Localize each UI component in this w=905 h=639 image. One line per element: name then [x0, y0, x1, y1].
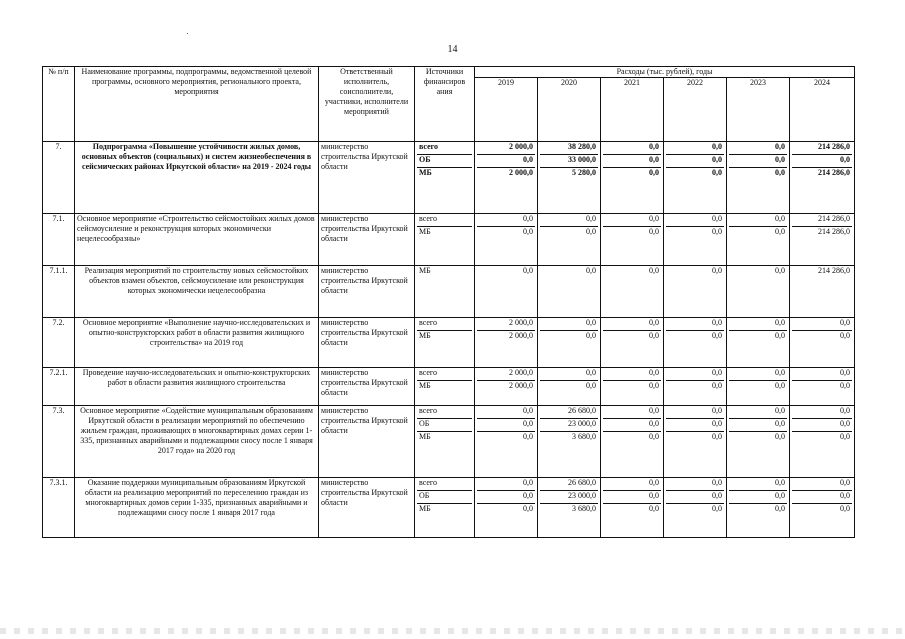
year-amounts: [790, 406, 855, 478]
amount-value: 0,0: [712, 504, 722, 513]
year-amounts: [727, 318, 790, 368]
amount-value: 0,0: [666, 142, 724, 155]
amount-value: 0,0: [840, 432, 851, 441]
header-number: № п/п: [43, 67, 75, 142]
amount-value: 0,0: [666, 318, 724, 331]
funding-source: всего: [417, 478, 472, 491]
row-sources: [415, 318, 475, 368]
funding-source: всего: [417, 214, 472, 227]
row-number: 7.3.: [43, 406, 75, 478]
funding-source: ОБ: [417, 155, 472, 168]
amount-value: 0,0: [586, 227, 596, 236]
header-year: 2020: [538, 78, 601, 142]
amount-value: 0,0: [729, 318, 787, 331]
page-number: 14: [447, 44, 458, 55]
amount-value: 214 286,0: [792, 214, 852, 227]
amount-value: 0,0: [649, 331, 659, 340]
amount-value: 0,0: [523, 432, 533, 441]
amount-value: 3 680,0: [572, 504, 596, 513]
funding-source: всего: [417, 406, 472, 419]
amount-value: 0,0: [729, 406, 787, 419]
year-amounts: [538, 318, 601, 368]
amount-value: 23 000,0: [540, 491, 598, 504]
year-amounts: [601, 266, 664, 318]
amount-value: 0,0: [712, 266, 722, 275]
year-amounts: [538, 478, 601, 538]
amount-value: 0,0: [775, 168, 785, 177]
amount-value: 23 000,0: [540, 419, 598, 432]
row-name: Оказание поддержки муниципальным образованиям Иркутской области на реализацию мероприятий по переселению граждан из многоквартирных домов серии 1-335, признанных аварийными и подлежащими сносу после 1 января 2017 года: [75, 478, 319, 538]
amount-value: 0,0: [775, 266, 785, 275]
row-responsible: министерство строительства Иркутской области: [319, 142, 415, 214]
table-row: [43, 266, 855, 318]
amount-value: 0,0: [649, 381, 659, 390]
amount-value: 0,0: [603, 406, 661, 419]
year-amounts: [727, 406, 790, 478]
amount-value: 0,0: [477, 419, 535, 432]
amount-value: 0,0: [540, 318, 598, 331]
amount-value: 214 286,0: [792, 142, 852, 155]
header-year: 2022: [664, 78, 727, 142]
amount-value: 0,0: [840, 331, 851, 340]
header-source: Источники финансиров ания: [415, 67, 475, 142]
amount-value: 0,0: [649, 227, 659, 236]
row-sources: [415, 406, 475, 478]
amount-value: 0,0: [775, 331, 785, 340]
table-row: [43, 142, 855, 214]
amount-value: 0,0: [649, 168, 659, 177]
amount-value: 0,0: [729, 368, 787, 381]
amount-value: 0,0: [649, 266, 659, 275]
amount-value: 5 280,0: [572, 168, 596, 177]
amount-value: 0,0: [603, 155, 661, 168]
header-year: 2021: [601, 78, 664, 142]
amount-value: 0,0: [792, 318, 852, 331]
amount-value: 2 000,0: [509, 381, 533, 390]
year-amounts: [475, 406, 538, 478]
row-name: Реализация мероприятий по строительству новых сейсмостойких объектов взамен объектов, сейсмоусиление или реконструкция которых экономически нецелесообразна: [75, 266, 319, 318]
amount-value: 0,0: [603, 142, 661, 155]
year-amounts: [664, 318, 727, 368]
row-responsible: министерство строительства Иркутской области: [319, 406, 415, 478]
amount-value: 214 286,0: [818, 266, 851, 275]
table-header: [43, 67, 855, 142]
amount-value: 0,0: [649, 504, 659, 513]
year-amounts: [601, 318, 664, 368]
table-row: [43, 478, 855, 538]
year-amounts: [790, 142, 855, 214]
row-number: 7.: [43, 142, 75, 214]
year-amounts: [664, 142, 727, 214]
amount-value: 0,0: [603, 419, 661, 432]
amount-value: 0,0: [729, 155, 787, 168]
table-row: [43, 406, 855, 478]
amount-value: 0,0: [603, 491, 661, 504]
funding-source: МБ: [419, 266, 431, 275]
amount-value: 26 680,0: [540, 478, 598, 491]
row-responsible: министерство строительства Иркутской области: [319, 214, 415, 266]
year-amounts: [538, 214, 601, 266]
year-amounts: [538, 406, 601, 478]
amount-value: 0,0: [477, 214, 535, 227]
header-year: 2023: [727, 78, 790, 142]
amount-value: 0,0: [792, 368, 852, 381]
year-amounts: [664, 368, 727, 406]
amount-value: 0,0: [840, 381, 851, 390]
funding-source: всего: [417, 318, 472, 331]
funding-source: МБ: [419, 432, 431, 441]
amount-value: 0,0: [477, 491, 535, 504]
amount-value: 0,0: [649, 432, 659, 441]
row-name: Подпрограмма «Повышение устойчивости жилых домов, основных объектов (социальных) и систем жизнеобеспечения в сейсмических районах Иркутской области» на 2019 - 2024 годы: [75, 142, 319, 214]
amount-value: 0,0: [792, 491, 852, 504]
amount-value: 0,0: [729, 478, 787, 491]
amount-value: 0,0: [586, 331, 596, 340]
funding-source: всего: [417, 142, 472, 155]
amount-value: 0,0: [586, 266, 596, 275]
amount-value: 0,0: [603, 214, 661, 227]
amount-value: 0,0: [477, 155, 535, 168]
table-row: [43, 368, 855, 406]
amount-value: 0,0: [540, 368, 598, 381]
year-amounts: [601, 142, 664, 214]
amount-value: 2 000,0: [477, 142, 535, 155]
year-amounts: [475, 266, 538, 318]
amount-value: 0,0: [712, 168, 722, 177]
amount-value: 0,0: [477, 478, 535, 491]
scan-speck: [187, 33, 188, 34]
amount-value: 0,0: [523, 266, 533, 275]
row-sources: [415, 478, 475, 538]
amount-value: 0,0: [666, 419, 724, 432]
row-sources: [415, 368, 475, 406]
row-number: 7.1.1.: [43, 266, 75, 318]
header-name: Наименование программы, подпрограммы, ведомственной целевой программы, основного мероприятия, регионального проекта, мероприятия: [75, 67, 319, 142]
header-expenses: Расходы (тыс. рублей), годы: [475, 67, 855, 78]
amount-value: 0,0: [477, 406, 535, 419]
year-amounts: [475, 318, 538, 368]
row-responsible: министерство строительства Иркутской области: [319, 266, 415, 318]
year-amounts: [790, 368, 855, 406]
year-amounts: [727, 142, 790, 214]
row-responsible: министерство строительства Иркутской области: [319, 478, 415, 538]
year-amounts: [664, 214, 727, 266]
amount-value: 2 000,0: [509, 168, 533, 177]
row-number: 7.1.: [43, 214, 75, 266]
header-year: 2019: [475, 78, 538, 142]
year-amounts: [601, 368, 664, 406]
amount-value: 0,0: [840, 504, 851, 513]
year-amounts: [538, 142, 601, 214]
year-amounts: [601, 478, 664, 538]
year-amounts: [664, 266, 727, 318]
scan-bleed: [0, 628, 905, 634]
table-body: [43, 142, 855, 538]
amount-value: 0,0: [666, 368, 724, 381]
year-amounts: [475, 214, 538, 266]
year-amounts: [664, 478, 727, 538]
budget-table: [42, 66, 855, 538]
amount-value: 0,0: [523, 504, 533, 513]
amount-value: 0,0: [792, 419, 852, 432]
row-responsible: министерство строительства Иркутской области: [319, 318, 415, 368]
amount-value: 3 680,0: [572, 432, 596, 441]
row-sources: [415, 142, 475, 214]
header-responsible: Ответственный исполнитель, соисполнители, участники, исполнители мероприятий: [319, 67, 415, 142]
amount-value: 33 000,0: [540, 155, 598, 168]
amount-value: 2 000,0: [477, 368, 535, 381]
row-number: 7.2.: [43, 318, 75, 368]
amount-value: 0,0: [666, 155, 724, 168]
amount-value: 0,0: [775, 227, 785, 236]
amount-value: 0,0: [729, 419, 787, 432]
row-number: 7.2.1.: [43, 368, 75, 406]
row-name: Проведение научно-исследовательских и опытно-конструкторских работ в области развития жилищного строительства: [75, 368, 319, 406]
year-amounts: [790, 266, 855, 318]
amount-value: 0,0: [712, 227, 722, 236]
row-number: 7.3.1.: [43, 478, 75, 538]
funding-source: ОБ: [417, 419, 472, 432]
amount-value: 214 286,0: [818, 168, 851, 177]
year-amounts: [727, 266, 790, 318]
amount-value: 0,0: [792, 478, 852, 491]
amount-value: 0,0: [666, 478, 724, 491]
year-amounts: [790, 318, 855, 368]
amount-value: 0,0: [775, 381, 785, 390]
year-amounts: [727, 478, 790, 538]
row-sources: [415, 266, 475, 318]
amount-value: 0,0: [666, 214, 724, 227]
year-amounts: [475, 142, 538, 214]
year-amounts: [538, 266, 601, 318]
amount-value: 38 280,0: [540, 142, 598, 155]
row-name: Основное мероприятие «Строительство сейсмостойких жилых домов сейсмоусиление и реконструкция которых экономически нецелесообразны»: [75, 214, 319, 266]
funding-source: МБ: [419, 504, 431, 513]
amount-value: 0,0: [775, 432, 785, 441]
amount-value: 0,0: [603, 368, 661, 381]
table-row: [43, 214, 855, 266]
amount-value: 26 680,0: [540, 406, 598, 419]
year-amounts: [601, 214, 664, 266]
funding-source: МБ: [419, 381, 431, 390]
year-amounts: [790, 478, 855, 538]
year-amounts: [727, 214, 790, 266]
amount-value: 0,0: [792, 155, 852, 168]
amount-value: 2 000,0: [477, 318, 535, 331]
amount-value: 0,0: [712, 381, 722, 390]
year-amounts: [538, 368, 601, 406]
amount-value: 214 286,0: [818, 227, 851, 236]
year-amounts: [790, 214, 855, 266]
year-amounts: [601, 406, 664, 478]
row-name: Основное мероприятие «Содействие муниципальным образованиям Иркутской области в реализации мероприятий по обеспечению жильем граждан, проживающих в многоквартирных домах серии 1-335, признанных аварийными и подлежащими сносу после 1 января 2017 года» на 2020 год: [75, 406, 319, 478]
table-row: [43, 318, 855, 368]
amount-value: 0,0: [775, 504, 785, 513]
year-amounts: [664, 406, 727, 478]
row-sources: [415, 214, 475, 266]
amount-value: 0,0: [729, 214, 787, 227]
amount-value: 0,0: [603, 318, 661, 331]
amount-value: 0,0: [666, 491, 724, 504]
amount-value: 0,0: [729, 491, 787, 504]
funding-source: МБ: [419, 227, 431, 236]
funding-source: ОБ: [417, 491, 472, 504]
amount-value: 0,0: [586, 381, 596, 390]
amount-value: 0,0: [792, 406, 852, 419]
year-amounts: [475, 368, 538, 406]
funding-source: всего: [417, 368, 472, 381]
amount-value: 0,0: [712, 331, 722, 340]
amount-value: 0,0: [666, 406, 724, 419]
funding-source: МБ: [419, 331, 431, 340]
amount-value: 0,0: [603, 478, 661, 491]
amount-value: 0,0: [523, 227, 533, 236]
row-responsible: министерство строительства Иркутской области: [319, 368, 415, 406]
row-name: Основное мероприятие «Выполнение научно-исследовательских и опытно-конструкторских работ в области развития жилищного строительства» на 2019 год: [75, 318, 319, 368]
header-year: 2024: [790, 78, 855, 142]
amount-value: 0,0: [712, 432, 722, 441]
amount-value: 0,0: [729, 142, 787, 155]
amount-value: 2 000,0: [509, 331, 533, 340]
amount-value: 0,0: [540, 214, 598, 227]
year-amounts: [727, 368, 790, 406]
year-amounts: [475, 478, 538, 538]
funding-source: МБ: [419, 168, 432, 177]
